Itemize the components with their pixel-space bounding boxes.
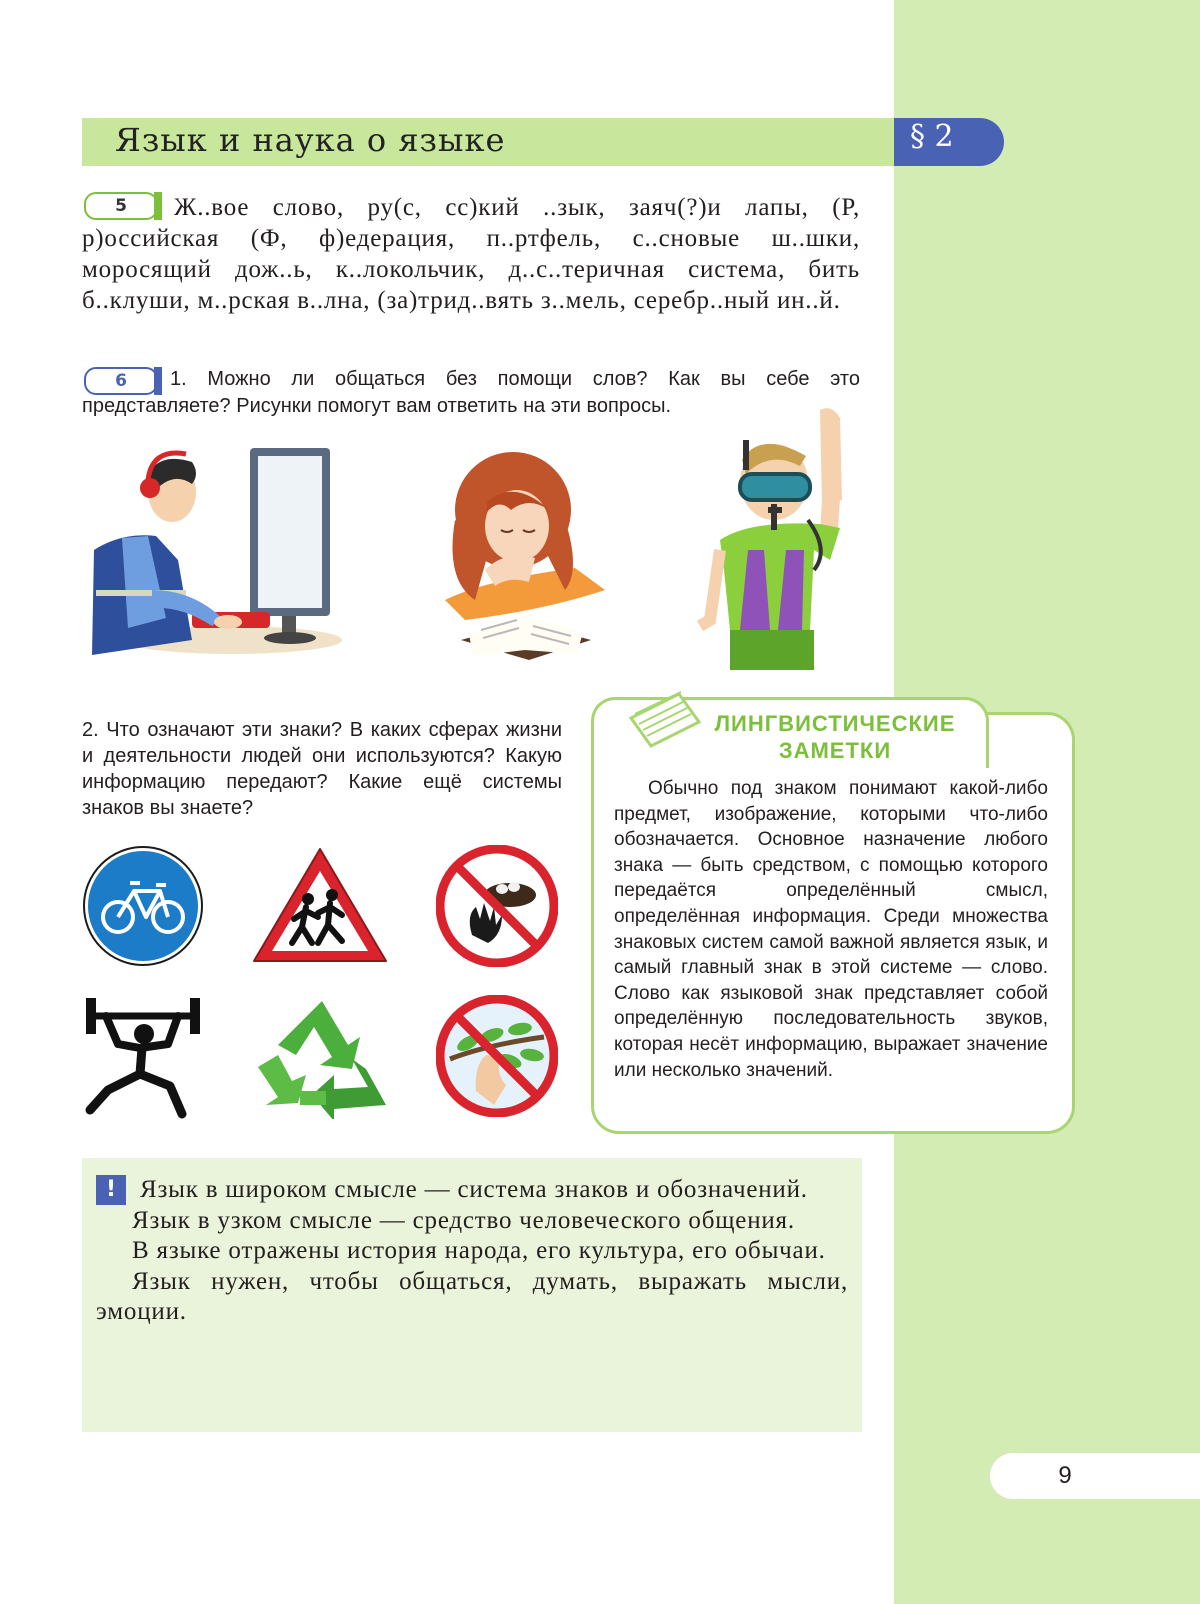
exercise-6-question-2: 2. Что означают эти знаки? В каких сферах жизни и деятельности людей они используются? Какую информацию передают? Какие ещё системы знаков вы знаете? <box>82 719 562 819</box>
page-number: 9 <box>1058 1462 1072 1489</box>
recycling-sign-icon <box>256 995 388 1119</box>
rule-text <box>96 1175 848 1328</box>
girl-reading-illustration <box>425 450 625 680</box>
bicycle-path-sign-icon <box>82 845 204 967</box>
paragraph-number: § 2 <box>910 119 954 154</box>
rule-line: Язык в широком смысле — система знаков и обозначений. <box>140 1176 808 1203</box>
exercise-5-number: 5 <box>84 192 158 220</box>
children-crossing-sign-icon <box>250 845 390 967</box>
linguistic-notes-text: Обычно под знаком понимают какой-либо предмет, изображение, которыми что-либо обозначается. Основное назначение любого знака — быть средством, с помощью которого передаётся определённый смысл, определённая информация. Среди множества знаковых систем самой важной является язык, и самый главный знак в этой системе — слово. Слово как языковой знак представляет собой определённую последовательность звуков, которая несёт информацию, выражает значение или несколько значений. <box>614 778 1048 1081</box>
no-breaking-branches-sign-icon <box>436 995 558 1117</box>
rule-line: Язык нужен, чтобы общаться, думать, выражать мысли, эмоции. <box>96 1267 848 1325</box>
exercise-6-question-1: 1. Можно ли общаться без помощи слов? Как вы себе это представляете? Рисунки помогут вам ответить на эти вопросы. <box>82 368 860 417</box>
page-title: Язык и наука о языке <box>115 121 506 159</box>
exclamation-icon: ! <box>96 1175 126 1205</box>
linguistic-notes-title: ЛИНГВИСТИЧЕСКИЕ ЗАМЕТКИ <box>714 711 956 763</box>
boy-at-computer-illustration <box>82 440 342 670</box>
rule-line: В языке отражены история народа, его культура, его обычаи. <box>132 1237 826 1264</box>
diver-illustration <box>690 400 865 675</box>
rule-line: Язык в узком смысле — средство человеческого общения. <box>132 1206 795 1234</box>
no-touching-nests-sign-icon <box>436 845 558 967</box>
exercise-5-text: Ж..вое слово, ру(с, сс)кий ..зык, заяч(?)и лапы, (Р, р)оссийская (Ф, ф)едерация, п..ртфель, с..сновые ш..шки, моросящий дож..ь, к..локольчик, д..с..теричная система, бить б..клуши, м..рская в..лна, (за)трид..вять з..мель, серебр..ный ин..й. <box>82 194 860 314</box>
exercise-6-number: 6 <box>84 367 158 395</box>
weightlifting-pictogram-icon <box>82 992 204 1122</box>
